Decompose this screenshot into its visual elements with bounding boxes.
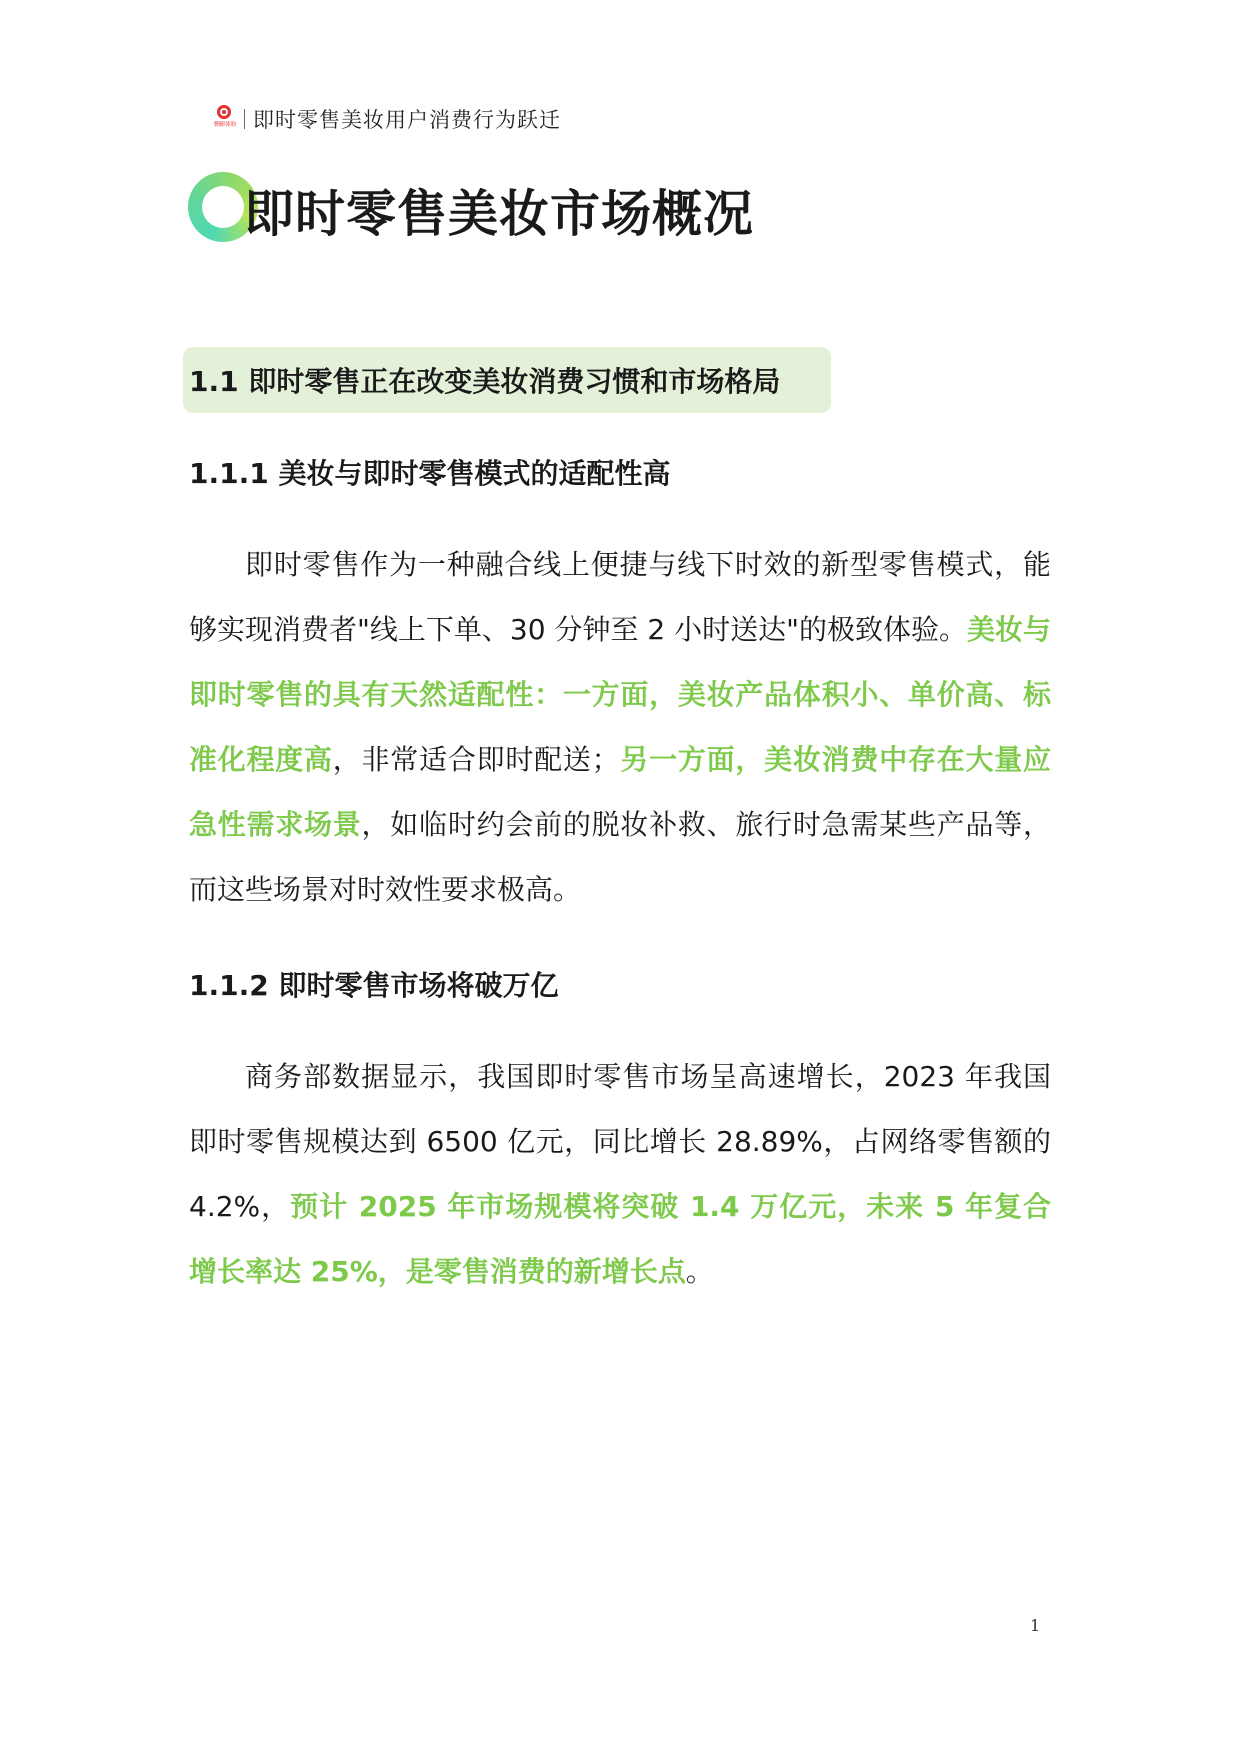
body-text: 即时零售作为一种融合线上便捷与线下时效的新型零售模式，能够实现消费者"线上下单、30 分钟至 2 小时送达"的极致体验。: [189, 548, 1051, 646]
body-paragraph: [189, 1044, 1051, 1304]
logo-dot-icon: [222, 110, 226, 114]
body-text: ，非常适合即时配送；: [332, 743, 620, 776]
chapter-heading: [188, 172, 754, 248]
highlighted-text: 预计 2025 年市场规模将突破 1.4 万亿元，未来 5 年复合增长率达 25%，是零售消费的新增长点: [189, 1190, 1051, 1288]
brand-logo: [212, 105, 238, 133]
running-header: [212, 104, 561, 134]
body-paragraph: [189, 532, 1051, 922]
highlighted-text: 另一方面，美妆消费中存在大量应急性需求场景: [189, 743, 1051, 841]
header-title: 即时零售美妆用户消费行为跃迁: [253, 108, 561, 132]
body-text: 商务部数据显示，我国即时零售市场呈高速增长，2023 年我国即时零售规模达到 6500 亿元，同比增长 28.89%，占网络零售额的 4.2%，: [189, 1060, 1051, 1223]
subsection-title: 1.1.1 美妆与即时零售模式的适配性高: [189, 457, 671, 490]
body-text: ，如临时约会前的脱妆补救、旅行时急需某些产品等，而这些场景对时效性要求极高。: [189, 808, 1051, 906]
body-text: 。: [685, 1255, 714, 1288]
logo-text: 删影体验: [213, 121, 236, 128]
page-number: 1: [1030, 1616, 1041, 1635]
subsection-title: 1.1.2 即时零售市场将破万亿: [189, 969, 559, 1002]
chapter-title: 即时零售美妆市场概况: [244, 185, 754, 243]
section-title: 1.1 即时零售正在改变美妆消费习惯和市场格局: [189, 365, 781, 398]
header-divider: [244, 109, 245, 129]
highlighted-text: 美妆与即时零售的具有天然适配性：一方面，美妆产品体积小、单价高、标准化程度高: [189, 613, 1051, 776]
section-heading-band: [183, 347, 831, 413]
